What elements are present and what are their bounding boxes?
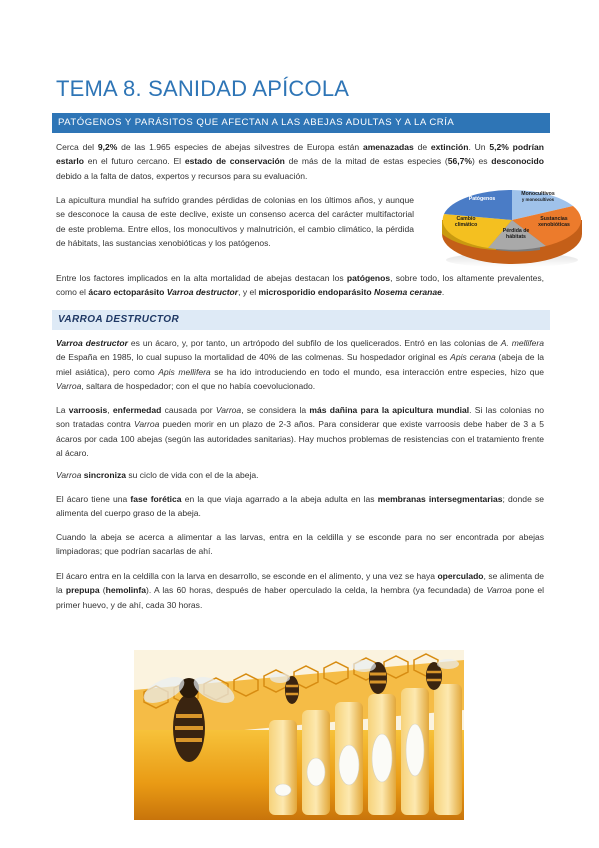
paragraph-5: La varroosis, enfermedad causada por Varroa, se considera la más dañina para la apicultura mundial. Si las colonias no son tratadas contra Varroa pueden morir en un plazo de 2-3 años. Para considerar que existe varroosis debe haber de 3 a 5 ácaros por cada 100 abejas (según las autoridades sanitarias). Hay muchos problemas de resistencias con el tratamiento frente al ácaro. — [56, 405, 544, 458]
section-header: PATÓGENOS Y PARÁSITOS QUE AFECTAN A LAS ABEJAS ADULTAS Y A LA CRÍA — [58, 117, 455, 128]
section-header-band — [52, 113, 550, 133]
paragraph-3: Entre los factores implicados en la alta mortalidad de abejas destacan los patógenos, sobre todo, los altamente prevalentes, como el ácaro ectoparásito Varroa destructor, y el microsporidio endoparásito Nosema ceranae. — [56, 273, 544, 298]
paragraph-9: El ácaro entra en la celdilla con la larva en desarrollo, se esconde en el alimento, y una vez se haya operculado, se alimenta de la prepupa (hemolinfa). A las 60 horas, después de haber operculado la celda, la hembra (ya fecundada) de Varroa pone el primer huevo, y de ahí, cada 30 horas. — [56, 571, 544, 610]
pie-label-monocultivos-1: Monocultivos — [521, 191, 555, 197]
pie-label-sustancias-1: Sustancias — [540, 216, 568, 222]
paragraph-1: Cerca del 9,2% de las 1.965 especies de abejas silvestres de Europa están amenazadas de extinción. Un 5,2% podrían estarlo en el futuro cercano. El estado de conservación de más de la mitad de estas especies (56,7%) es desconocido debido a la falta de datos, expertos y recursos para su evaluación. — [56, 142, 544, 181]
subsection-header: VARROA DESTRUCTOR — [58, 314, 180, 325]
paragraph-4: Varroa destructor es un ácaro, y, por tanto, un artrópodo del subfilo de los quelicerados. Entró en las colonias de A. mellifera de España en 1985, lo cual supuso la mortalidad de 40% de las colmenas. Su hospedador original es Apis cerana (abeja de la miel asiática), pero como Apis mellifera se ha ido introduciendo en todo el mundo, esa interacción entre especies, hizo que Varroa, saltara de hospedador; con el que no había coevolucionado. — [56, 338, 544, 391]
pie-label-perdida-1: Pérdida de — [502, 228, 530, 234]
pie-label-cambio-1: Cambio — [456, 216, 476, 222]
paragraph-7: El ácaro tiene una fase forética en la que viaja agarrado a la abeja adulta en las membranas intersegmentarias; donde se alimenta del cuerpo graso de la abeja. — [56, 494, 545, 519]
pie-label-cambio-2: climático — [454, 222, 478, 228]
paragraph-6: Varroa sincroniza su ciclo de vida con el de la abeja. — [56, 470, 259, 480]
pie-label-perdida-2: hábitats — [506, 234, 526, 240]
pie-label-patogenos: Patógenos — [468, 196, 496, 202]
paragraph-2: La apicultura mundial ha sufrido grandes pérdidas de colonias en los últimos años, y aunque se desconoce la causa de este declive, existe un consenso acerca del carácter multifactorial de este problema. Entre ellos, los monocultivos y malnutrición, el cambio climático, la pérdida de hábitats, las sustancias xenobióticas y los patógenos. — [56, 195, 414, 248]
pie-chart-image — [436, 176, 588, 268]
bee-brood-comb-image — [134, 650, 464, 820]
paragraph-8: Cuando la abeja se acerca a alimentar a las larvas, entra en la celdilla y se esconde para no ser encontrada por abejas limpiadoras; que podrían sacarlas de ahí. — [56, 532, 544, 557]
page-title: TEMA 8. SANIDAD APÍCOLA — [56, 76, 350, 101]
pie-label-sustancias-2: xenobióticas — [538, 222, 570, 228]
pie-label-monocultivos-2: y monocultivos — [521, 197, 555, 202]
subsection-header-band — [52, 310, 550, 330]
